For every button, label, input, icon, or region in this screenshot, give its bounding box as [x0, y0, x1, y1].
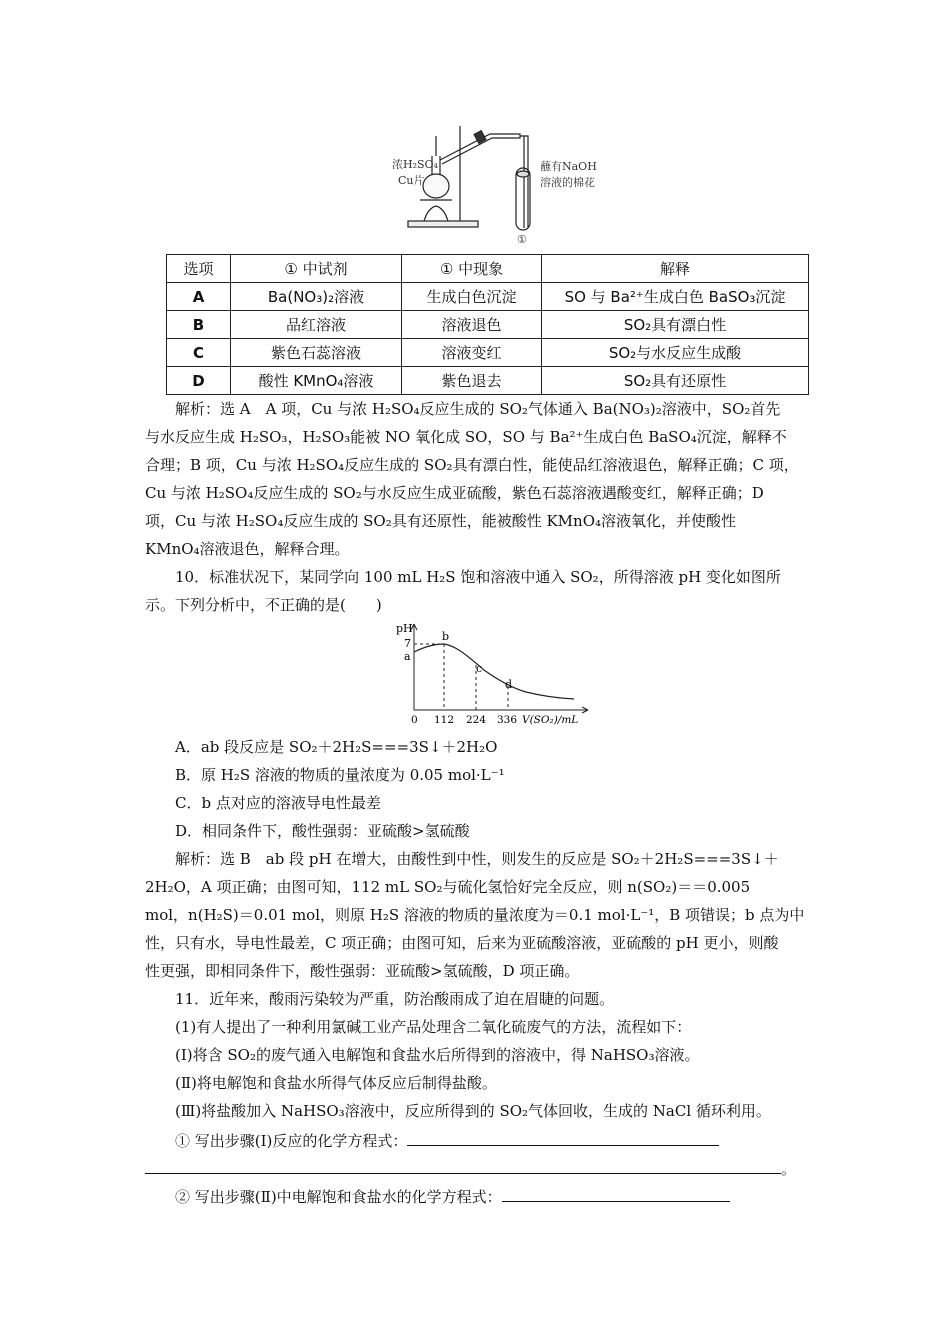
table-cell: 溶液退色 — [402, 311, 542, 339]
analysis9-line: 解析：选 A A 项，Cu 与浓 H₂SO₄反应生成的 SO₂气体通入 Ba(NO₃)₂溶液中，SO₂首先 — [175, 400, 781, 418]
label-cotton-1: 蘸有NaOH — [540, 160, 597, 173]
answer-prompt-1 — [175, 1130, 719, 1150]
table-cell: B — [167, 311, 231, 339]
table-row — [167, 283, 809, 311]
y-axis-label: pH — [396, 622, 413, 635]
header-cell: ① 中现象 — [402, 255, 542, 283]
table-cell: D — [167, 367, 231, 395]
analysis9-line: 项，Cu 与浓 H₂SO₄反应生成的 SO₂具有还原性，能被酸性 KMnO₄溶液氧化，并使酸性 — [145, 512, 737, 530]
q11-line: (Ⅰ)将含 SO₂的废气通入电解饱和食盐水后所得到的溶液中，得 NaHSO₃溶液。 — [175, 1046, 700, 1064]
table-cell: Ba(NO₃)₂溶液 — [231, 283, 402, 311]
x-axis-label: V(SO₂)/mL — [522, 714, 579, 726]
x-tick-224: 224 — [466, 714, 487, 726]
analysis10-line: 性更强，即相同条件下，酸性强弱：亚硫酸>氢硫酸，D 项正确。 — [145, 962, 580, 980]
end-mark: 。 — [781, 1160, 797, 1178]
answer-blank-1-continued[interactable] — [145, 1158, 781, 1174]
table-cell: SO 与 Ba²⁺生成白色 BaSO₃沉淀 — [542, 283, 809, 311]
answer-blank-1[interactable] — [407, 1130, 719, 1146]
table-row — [167, 311, 809, 339]
q11-line: (Ⅱ)将电解饱和食盐水所得气体反应后制得盐酸。 — [175, 1074, 497, 1092]
point-label-c: c — [476, 662, 483, 675]
table-header-row — [167, 255, 809, 283]
burner — [424, 206, 448, 221]
answer-prompt-2 — [175, 1186, 730, 1206]
x-tick-336: 336 — [497, 714, 518, 726]
flask — [423, 174, 449, 198]
header-cell: 解释 — [542, 255, 809, 283]
ph-chart — [392, 618, 602, 730]
y-tick-7: 7 — [404, 637, 411, 650]
table-row — [167, 367, 809, 395]
table-cell: 生成白色沉淀 — [402, 283, 542, 311]
label-cotton-2: 溶液的棉花 — [540, 176, 595, 189]
cotton — [517, 171, 529, 177]
label-cu: Cu片 — [398, 174, 425, 187]
stand-base — [408, 221, 478, 227]
answer-blank-2[interactable] — [502, 1186, 730, 1202]
header-cell: ① 中试剂 — [231, 255, 402, 283]
table-cell: A — [167, 283, 231, 311]
q10-option-c: C．b 点对应的溶液导电性最差 — [175, 794, 381, 812]
analysis10-line: 解析：选 B ab 段 pH 在增大，由酸性到中性，则发生的反应是 SO₂＋2H₂S===3S↓＋ — [175, 850, 779, 868]
ph-curve — [414, 644, 574, 699]
q10-stem-line2: 示。下列分析中，不正确的是( ) — [145, 596, 382, 614]
table-cell: SO₂具有还原性 — [542, 367, 809, 395]
q11-line: (Ⅲ)将盐酸加入 NaHSO₃溶液中，反应所得到的 SO₂气体回收，生成的 NaCl 循环利用。 — [175, 1102, 771, 1120]
point-label-d: d — [505, 678, 513, 691]
answer-continuation — [145, 1158, 796, 1178]
analysis10-line: 性，只有水，导电性最差，C 项正确；由图可知，后来为亚硫酸溶液，亚硫酸的 pH 更小，则酸 — [145, 934, 779, 952]
apparatus-figure — [380, 118, 620, 248]
label-acid: 浓H₂SO₄ — [392, 158, 438, 171]
q10-option-b: B．原 H₂S 溶液的物质的量浓度为 0.05 mol·L⁻¹ — [175, 766, 505, 784]
y-tick-a: a — [404, 650, 411, 663]
analysis9-line: Cu 与浓 H₂SO₄反应生成的 SO₂与水反应生成亚硫酸，紫色石蕊溶液遇酸变红，解释正确；D — [145, 484, 764, 502]
q10-option-d: D．相同条件下，酸性强弱：亚硫酸>氢硫酸 — [175, 822, 470, 840]
table-cell: SO₂具有漂白性 — [542, 311, 809, 339]
analysis10-line: 2H₂O，A 项正确；由图可知，112 mL SO₂与硫化氢恰好完全反应，则 n(SO₂)＝＝0.005 — [145, 878, 751, 896]
q11-line: 11．近年来，酸雨污染较为严重，防治酸雨成了迫在眉睫的问题。 — [175, 990, 615, 1008]
table-row — [167, 339, 809, 367]
point-label-b: b — [442, 630, 450, 643]
table-cell: 紫色退去 — [402, 367, 542, 395]
table-cell: C — [167, 339, 231, 367]
x-tick-112: 112 — [434, 714, 455, 726]
options-table — [166, 254, 809, 395]
header-cell: 选项 — [167, 255, 231, 283]
q10-option-a: A．ab 段反应是 SO₂＋2H₂S===3S↓＋2H₂O — [175, 738, 498, 756]
q10-stem-line1: 10．标准状况下，某同学向 100 mL H₂S 饱和溶液中通入 SO₂，所得溶液 pH 变化如图所 — [175, 568, 781, 586]
analysis10-line: mol，n(H₂S)＝0.01 mol，则原 H₂S 溶液的物质的量浓度为＝0.1 mol·L⁻¹，B 项错误；b 点为中 — [145, 906, 805, 924]
answer-prompt-2-text: ② 写出步骤(Ⅱ)中电解饱和食盐水的化学方程式： — [175, 1188, 502, 1206]
analysis9-line: 与水反应生成 H₂SO₃，H₂SO₃能被 NO 氧化成 SO，SO 与 Ba²⁺生成白色 BaSO₄沉淀，解释不 — [145, 428, 787, 446]
analysis9-line: 合理；B 项，Cu 与浓 H₂SO₄反应生成的 SO₂具有漂白性，能使品红溶液退色，解释正确；C 项， — [145, 456, 799, 474]
analysis9-line: KMnO₄溶液退色，解释合理。 — [145, 540, 350, 558]
table-cell: 品红溶液 — [231, 311, 402, 339]
table-cell: 酸性 KMnO₄溶液 — [231, 367, 402, 395]
label-tube: ① — [517, 233, 527, 246]
q11-line: (1)有人提出了一种利用氯碱工业产品处理含二氧化硫废气的方法，流程如下： — [175, 1018, 692, 1036]
table-cell: SO₂与水反应生成酸 — [542, 339, 809, 367]
table-cell: 溶液变红 — [402, 339, 542, 367]
table-cell: 紫色石蕊溶液 — [231, 339, 402, 367]
x-tick-0: 0 — [411, 714, 418, 726]
answer-prompt-1-text: ① 写出步骤(Ⅰ)反应的化学方程式： — [175, 1132, 408, 1150]
